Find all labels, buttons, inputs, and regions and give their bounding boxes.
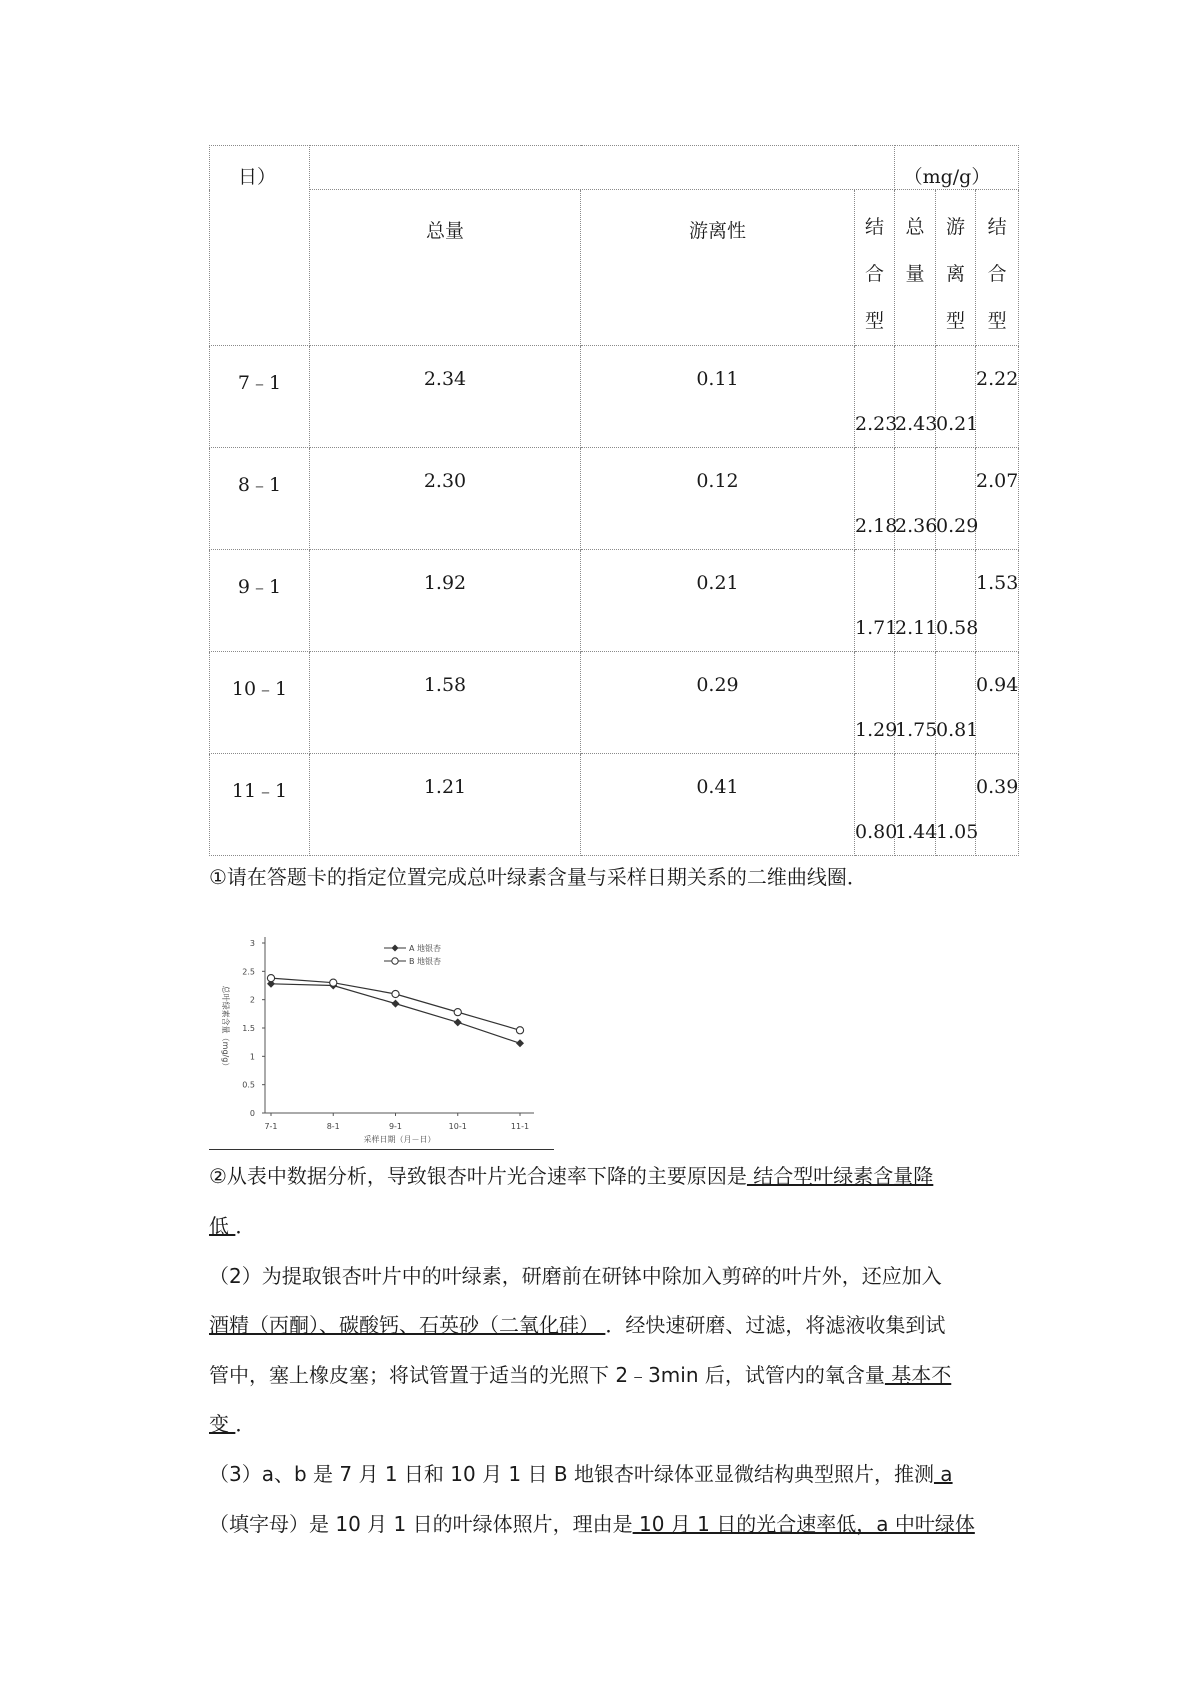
question-3-line4 — [209, 1410, 1029, 1438]
question-2 — [209, 1162, 1029, 1190]
y-tick-label: 2.5 — [242, 967, 255, 977]
legend-marker — [392, 945, 399, 952]
cell-free-a: 0.12 — [696, 470, 739, 492]
header-unit-cell — [895, 146, 1019, 190]
x-tick-label: 9-1 — [388, 1122, 403, 1131]
q2-suffix: ． — [235, 1214, 256, 1238]
data-point — [392, 990, 399, 997]
y-tick-label: 1 — [249, 1052, 255, 1062]
x-tick-label: 7-1 — [264, 1122, 278, 1131]
row-date: 8﹣1 — [237, 474, 282, 496]
chart-legend — [384, 943, 441, 966]
cell-free-a: 0.21 — [696, 572, 739, 594]
answer-rule — [209, 1149, 554, 1150]
data-point — [330, 979, 337, 986]
row-date: 10﹣1 — [231, 678, 288, 700]
question-4-line2 — [209, 1510, 1029, 1538]
header-date-text: 日） — [238, 166, 277, 188]
row-date: 9﹣1 — [237, 576, 282, 598]
x-axis-label: 采样日期（月－日） — [363, 1135, 436, 1143]
cell-total-a: 2.30 — [423, 470, 467, 492]
legend-marker — [392, 958, 398, 964]
data-point — [454, 1009, 461, 1016]
chlorophyll-line-chart — [209, 903, 554, 1143]
x-tick-label: 8-1 — [326, 1122, 340, 1131]
y-tick-label: 0.5 — [242, 1080, 255, 1090]
question-4-line1 — [209, 1460, 1029, 1488]
y-tick-label: 3 — [249, 939, 255, 948]
table-row — [210, 652, 1019, 754]
cell-total-a: 1.58 — [423, 674, 467, 696]
q3-line3: 管中，塞上橡皮塞；将试管置于适当的光照下 2﹣3min 后，试管内的氧含量 — [209, 1363, 885, 1387]
subheader-free: 游离性 — [581, 190, 855, 346]
cell-free-b: 0.21 — [936, 413, 979, 435]
q2-answer-line2: 低 — [209, 1214, 236, 1238]
q4-line2: （填字母）是 10 月 1 日的叶绿体照片，理由是 — [209, 1512, 633, 1536]
x-tick-label: 10-1 — [448, 1122, 467, 1131]
cell-free-b: 0.58 — [936, 617, 979, 639]
data-point — [454, 1018, 462, 1026]
question-1-text: ①请在答题卡的指定位置完成总叶绿素含量与采样日期关系的二维曲线圈． — [209, 865, 867, 889]
cell-bound-a: 2.23 — [855, 413, 898, 435]
q2-prefix: ②从表中数据分析，导致银杏叶片光合速率下降的主要原因是 — [209, 1164, 747, 1188]
data-point — [516, 1027, 523, 1034]
subheader-total-b: 总 量 — [895, 190, 936, 346]
cell-bound-b: 0.39 — [976, 776, 1019, 798]
cell-total-a: 1.92 — [423, 572, 467, 594]
cell-total-a: 2.34 — [423, 368, 467, 390]
cell-bound-a: 1.29 — [855, 719, 898, 741]
row-date: 7﹣1 — [237, 372, 282, 394]
cell-total-b: 1.75 — [895, 719, 938, 741]
header-date-cell — [210, 146, 310, 346]
row-date: 11﹣1 — [231, 780, 288, 802]
q3-answer2b: 变 — [209, 1412, 236, 1436]
chart-axes — [221, 937, 534, 1143]
cell-total-b: 2.36 — [895, 515, 938, 537]
data-point — [267, 975, 274, 982]
cell-bound-a: 2.18 — [855, 515, 898, 537]
chlorophyll-table — [209, 145, 1019, 856]
cell-free-a: 0.29 — [696, 674, 739, 696]
q4-answer1: a — [933, 1462, 953, 1486]
legend-label: B 地银杏 — [409, 957, 442, 966]
x-tick-label: 11-1 — [510, 1122, 530, 1131]
cell-total-a: 1.21 — [423, 776, 467, 798]
legend-label: A 地银杏 — [409, 944, 442, 953]
cell-free-b: 0.81 — [936, 719, 979, 741]
y-tick-label: 1.5 — [242, 1024, 255, 1033]
data-point — [516, 1039, 524, 1047]
chart-series — [267, 975, 524, 1048]
table-row — [210, 346, 1019, 448]
question-3-line3 — [209, 1361, 1029, 1389]
y-tick-label: 0 — [249, 1109, 255, 1118]
header-unit-text: （mg/g） — [903, 166, 991, 188]
question-3-line1: （2）为提取银杏叶片中的叶绿素，研磨前在研钵中除加入剪碎的叶片外，还应加入 — [209, 1264, 942, 1288]
y-axis-label: 总叶绿素含量（mg/g） — [221, 985, 230, 1071]
q3-answer1: 酒精（丙酮）、碳酸钙、石英砂（二氧化硅） — [209, 1313, 606, 1337]
subheader-bound-a: 结 合 型 — [855, 190, 895, 346]
cell-total-b: 1.44 — [895, 821, 938, 843]
q4-prefix: （3）a、b 是 7 月 1 日和 10 月 1 日 B 地银杏叶绿体亚显微结构典型照片，推测 — [209, 1462, 934, 1486]
cell-bound-b: 2.07 — [976, 470, 1019, 492]
cell-bound-b: 2.22 — [976, 368, 1019, 390]
cell-bound-a: 0.80 — [855, 821, 898, 843]
data-point — [392, 1000, 400, 1008]
cell-free-b: 1.05 — [936, 821, 979, 843]
subheader-total: 总量 — [310, 190, 581, 346]
q3-mid: ．经快速研磨、过滤，将滤液收集到试 — [605, 1313, 946, 1337]
question-3-line2 — [209, 1311, 1029, 1339]
question-2-cont — [209, 1212, 1029, 1240]
header-blank-cell — [310, 146, 895, 190]
q3-answer2a: 基本不 — [884, 1363, 952, 1387]
q2-answer-line1: 结合型叶绿素含量降 — [746, 1164, 934, 1188]
table-row — [210, 550, 1019, 652]
cell-free-a: 0.11 — [696, 368, 739, 390]
cell-bound-b: 0.94 — [976, 674, 1019, 696]
table-row — [210, 754, 1019, 856]
q4-answer2: 10 月 1 日的光合速率低，a 中叶绿体 — [632, 1512, 975, 1536]
cell-total-b: 2.11 — [895, 617, 938, 639]
subheader-bound-b: 结 合 型 — [976, 190, 1019, 346]
y-tick-label: 2 — [249, 995, 255, 1005]
cell-bound-a: 1.71 — [855, 617, 898, 639]
q3-end: ． — [235, 1412, 256, 1436]
table-row — [210, 448, 1019, 550]
cell-total-b: 2.43 — [895, 413, 938, 435]
cell-free-b: 0.29 — [936, 515, 979, 537]
subheader-free-b: 游 离 型 — [936, 190, 976, 346]
cell-free-a: 0.41 — [696, 776, 739, 798]
cell-bound-b: 1.53 — [976, 572, 1019, 594]
